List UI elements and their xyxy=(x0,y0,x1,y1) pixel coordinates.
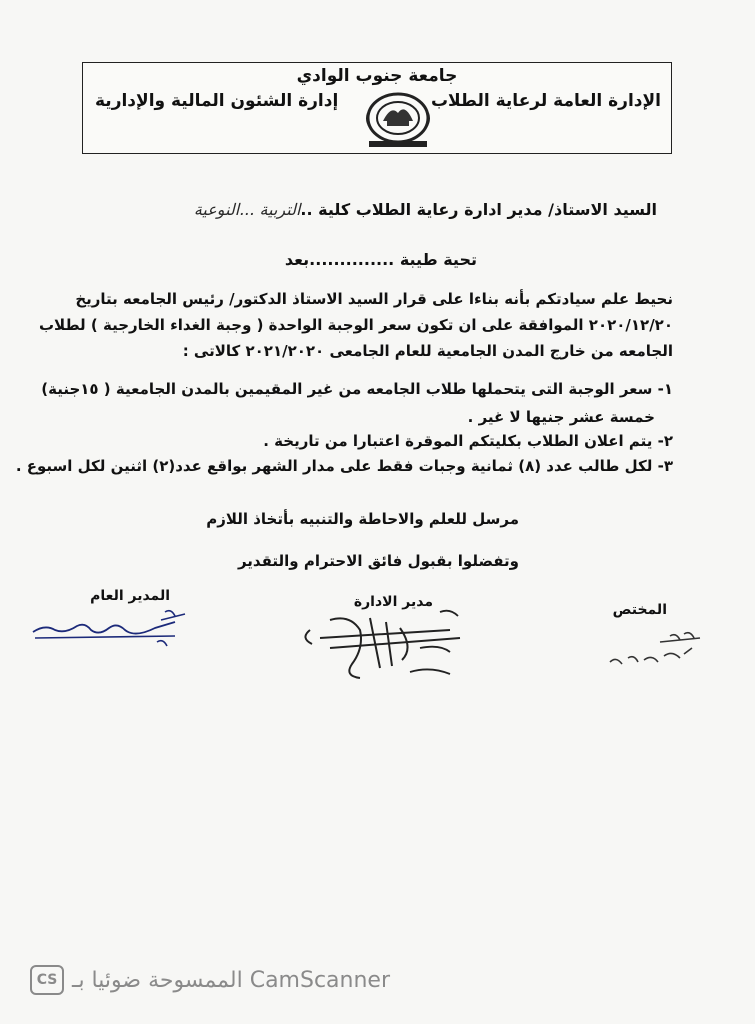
university-name: جامعة جنوب الوادي xyxy=(296,66,458,86)
body-line-1: نحيط علم سيادتكم بأنه بناءا على قرار السيد الاستاذ الدكتور/ رئيس الجامعه بتاريخ xyxy=(75,290,673,308)
university-logo-icon xyxy=(355,91,441,149)
general-manager-signature xyxy=(25,602,195,652)
item-2: ٢- يتم اعلان الطلاب بكليتكم الموقرة اعتبارا من تاريخة . xyxy=(263,432,673,450)
item-1-continuation: خمسة عشر جنيها لا غير . xyxy=(467,408,655,426)
signature-label-dept-manager: مدير الادارة xyxy=(353,594,433,610)
item-3: ٣- لكل طالب عدد (٨) ثمانية وجبات فقط على مدار الشهر بواقع عدد(٢) اثنين لكل اسبوع . xyxy=(15,457,673,475)
faculty-handwritten: التربية ...النوعية xyxy=(193,200,301,219)
header-right-department: الإدارة العامة لرعاية الطلاب xyxy=(430,91,661,111)
camscanner-watermark xyxy=(30,962,390,998)
body-line-3: الجامعه من خارج المدن الجامعية للعام الجامعى ٢٠٢١/٢٠٢٠ كالاتى : xyxy=(182,342,673,360)
greeting: تحية طيبة ..............بعد xyxy=(284,250,477,269)
signature-label-general-manager: المدير العام xyxy=(90,588,170,604)
addressee-line xyxy=(194,200,657,219)
camscanner-text: CamScanner الممسوحة ضوئيا بـ xyxy=(72,967,390,993)
signature-label-specialist: المختص xyxy=(612,602,667,618)
letterhead-box xyxy=(82,62,672,154)
dept-manager-signature xyxy=(290,608,480,688)
addressee-prefix: السيد الاستاذ/ مدير ادارة رعاية الطلاب كلية .. xyxy=(300,200,657,219)
body-line-2: ٢٠٢٠/١٢/٢٠ الموافقة على ان تكون سعر الوجبة الواحدة ( وجبة الغداء الخارجية ) لطلاب xyxy=(38,316,673,334)
specialist-signature xyxy=(600,628,710,678)
closing-line-2: وتفضلوا بقبول فائق الاحترام والتقدير xyxy=(237,552,519,570)
header-left-department: إدارة الشئون المالية والإدارية xyxy=(95,91,339,111)
item-1: ١- سعر الوجبة التى يتحملها طلاب الجامعه من غير المقيمين بالمدن الجامعية ( ١٥جنية) xyxy=(41,380,673,398)
camscanner-icon: CS xyxy=(30,965,64,995)
closing-line-1: مرسل للعلم والاحاطة والتنبيه بأتخاذ اللازم xyxy=(206,510,519,528)
